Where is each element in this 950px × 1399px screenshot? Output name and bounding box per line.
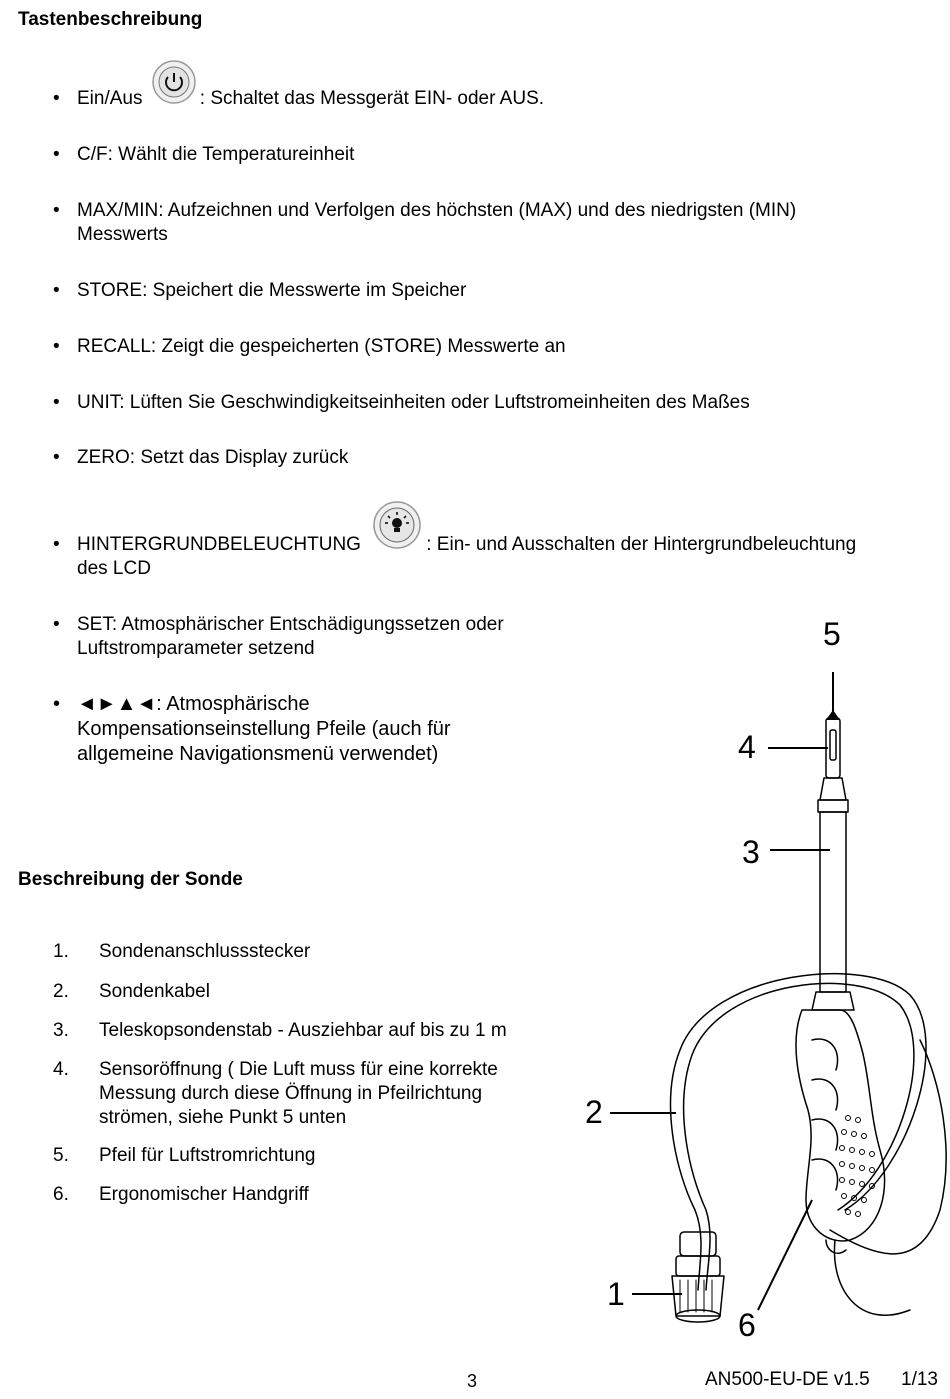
section-heading-keys: Tastenbeschreibung bbox=[18, 9, 203, 30]
key-description: ◄►▲◄: Atmosphärische bbox=[77, 693, 310, 715]
item-text-cont: strömen, siehe Punkt 5 unten bbox=[99, 1107, 347, 1128]
callout-4: 4 bbox=[738, 729, 756, 765]
key-description-cont: Kompensationseinstellung Pfeile (auch für bbox=[77, 718, 451, 740]
bullet: • bbox=[53, 144, 60, 165]
key-description-cont: Messwerts bbox=[77, 224, 168, 245]
key-label: HINTERGRUNDBELEUCHTUNG bbox=[77, 534, 361, 555]
item-number: 5. bbox=[53, 1145, 69, 1166]
key-description-cont: des LCD bbox=[77, 558, 151, 579]
item-text: Pfeil für Luftstromrichtung bbox=[99, 1145, 316, 1166]
page-count: 1/13 bbox=[901, 1369, 938, 1390]
grip-ridge bbox=[812, 1039, 838, 1070]
item-number: 3. bbox=[53, 1020, 69, 1041]
bullet: • bbox=[53, 392, 60, 413]
sensor-tip bbox=[826, 718, 840, 778]
backlight-bulb-icon bbox=[372, 500, 422, 550]
key-description-cont: allgemeine Navigationsmenü verwendet) bbox=[77, 743, 439, 765]
key-description: RECALL: Zeigt die gespeicherten (STORE) Messwerte an bbox=[77, 336, 566, 357]
item-text: Sondenkabel bbox=[99, 981, 210, 1002]
item-text: Sondenanschlussstecker bbox=[99, 941, 311, 962]
item-number: 6. bbox=[53, 1184, 69, 1205]
item-number: 4. bbox=[53, 1059, 69, 1080]
callout-6: 6 bbox=[738, 1307, 756, 1343]
document-id: AN500-EU-DE v1.5 bbox=[705, 1369, 870, 1390]
probe-illustration bbox=[580, 610, 948, 1350]
bullet: • bbox=[53, 534, 60, 555]
airflow-arrow bbox=[826, 710, 840, 720]
cable-tail bbox=[834, 1240, 910, 1315]
bullet: • bbox=[53, 200, 60, 221]
grip-ridge bbox=[812, 1119, 838, 1150]
cable-loop-third bbox=[830, 1040, 946, 1254]
callout-3: 3 bbox=[742, 834, 760, 870]
bullet: • bbox=[53, 280, 60, 301]
bullet: • bbox=[53, 693, 61, 715]
rod bbox=[820, 812, 846, 992]
power-icon bbox=[151, 59, 197, 105]
grip-ridge bbox=[812, 1159, 838, 1190]
key-label: Ein/Aus bbox=[77, 88, 143, 109]
cable-loop-inner bbox=[684, 983, 914, 1290]
handle-bottom bbox=[826, 1240, 846, 1253]
key-description: STORE: Speichert die Messwerte im Speicher bbox=[77, 280, 467, 301]
connector-ring bbox=[676, 1256, 720, 1276]
bullet: • bbox=[53, 447, 60, 468]
grip-ridge bbox=[812, 1079, 838, 1110]
rod-base bbox=[812, 992, 854, 1010]
item-text: Sensoröffnung ( Die Luft muss für eine korrekte bbox=[99, 1059, 498, 1080]
callout-5: 5 bbox=[823, 616, 841, 652]
item-text: Teleskopsondenstab - Ausziehbar auf bis zu 1 m bbox=[99, 1020, 507, 1041]
rod-ring bbox=[818, 800, 848, 812]
key-description: : Ein- und Ausschalten der Hintergrundbeleuchtung bbox=[426, 534, 857, 555]
key-description: ZERO: Setzt das Display zurück bbox=[77, 447, 349, 468]
callout-1: 1 bbox=[607, 1276, 625, 1312]
key-description: UNIT: Lüften Sie Geschwindigkeitseinheiten oder Luftstromeinheiten des Maßes bbox=[77, 392, 750, 413]
sensor-opening bbox=[830, 730, 836, 760]
key-description-cont: Luftstromparameter setzend bbox=[77, 638, 315, 659]
key-description: SET: Atmosphärischer Entschädigungssetzen oder bbox=[77, 614, 504, 635]
bullet: • bbox=[53, 88, 60, 109]
bullet: • bbox=[53, 614, 60, 635]
key-description: C/F: Wählt die Temperatureinheit bbox=[77, 144, 355, 165]
sensor-neck bbox=[820, 778, 846, 800]
key-description: : Schaltet das Messgerät EIN- oder AUS. bbox=[199, 88, 545, 109]
key-description: MAX/MIN: Aufzeichnen und Verfolgen des höchsten (MAX) und des niedrigsten (MIN) bbox=[77, 200, 797, 221]
leader-line-6 bbox=[758, 1200, 812, 1310]
item-text: Ergonomischer Handgriff bbox=[99, 1184, 309, 1205]
callout-2: 2 bbox=[585, 1094, 603, 1130]
item-text-cont: Messung durch diese Öffnung in Pfeilrichtung bbox=[99, 1083, 483, 1104]
item-number: 1. bbox=[53, 941, 69, 962]
page-number: 3 bbox=[467, 1371, 478, 1391]
item-number: 2. bbox=[53, 981, 69, 1002]
section-heading-probe: Beschreibung der Sonde bbox=[18, 869, 243, 890]
bullet: • bbox=[53, 336, 60, 357]
